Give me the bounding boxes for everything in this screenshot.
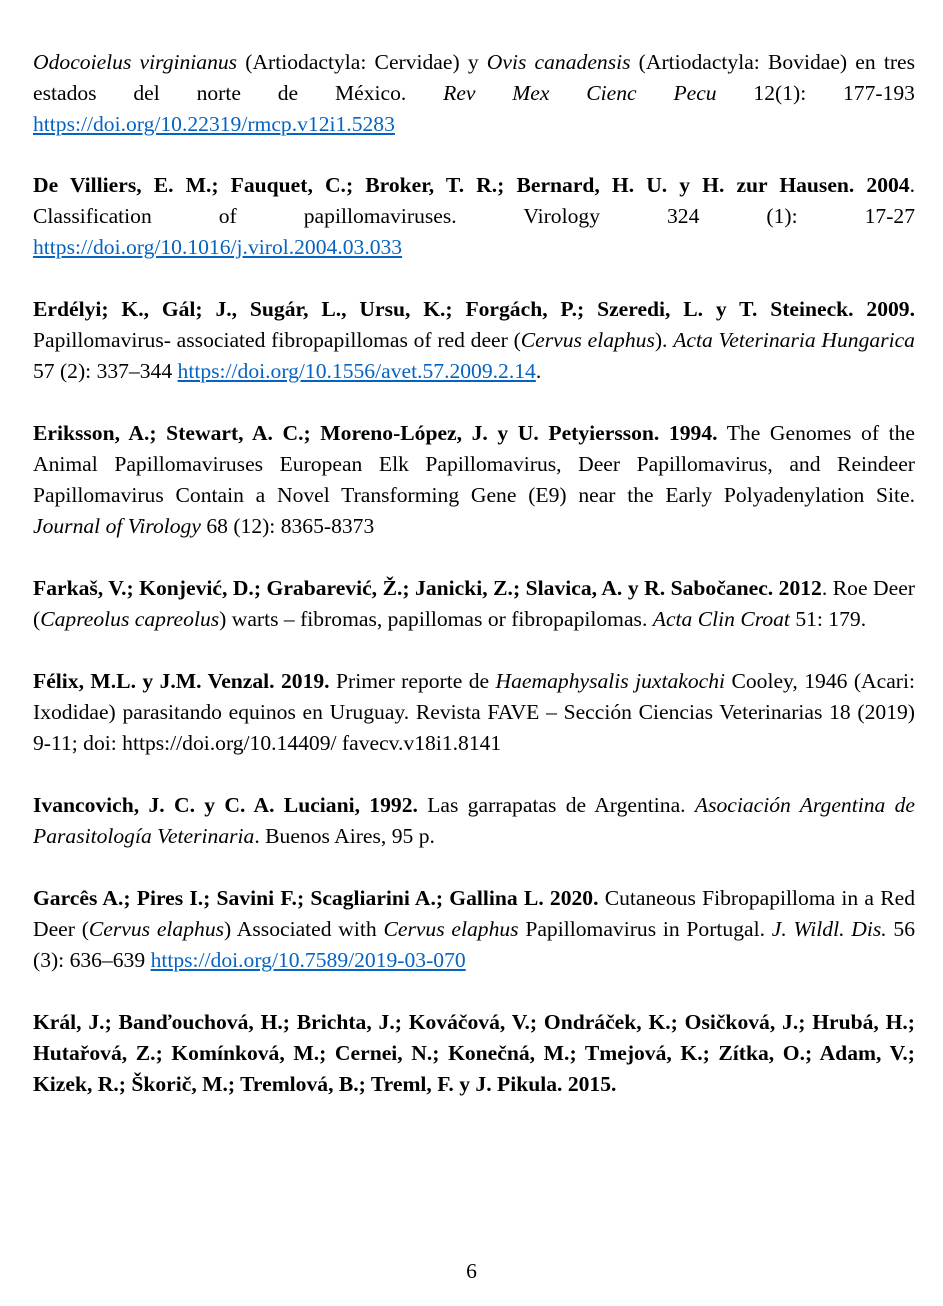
author-year: De Villiers, E. M.; Fauquet, C.; Broker, T. R.; Bernard, H. U. y H. zur Hausen. 2004 [33,173,910,197]
italic-text: Haemaphysalis juxtakochi [495,669,726,693]
italic-text: Odocoielus virginianus [33,50,238,74]
italic-text: Rev Mex Cienc Pecu [443,81,717,105]
author-year: Ivancovich, J. C. y C. A. Luciani, 1992. [33,793,418,817]
author-year: Král, J.; Banďouchová, H.; Brichta, J.; Kováčová, V.; Ondráček, K.; Osičková, J.; Hrubá, H.; Hutařová, Z.; Komínková, M.; Cernei, N.; Konečná, M.; Tmejová, K.; Zítka, O.; Adam, V.; Kizek, R.; Škorič, M.; Tremlová, B.; Treml, F. y J. Pikula. 2015. [33,1010,915,1096]
author-year: Erdélyi; K., Gál; J., Sugár, L., Ursu, K.; Forgách, P.; Szeredi, L. y T. Steineck. 2009. [33,297,915,321]
italic-text: Journal of Virology [33,514,201,538]
italic-text: Acta Clin Croat [652,607,790,631]
author-year: Eriksson, A.; Stewart, A. C.; Moreno-López, J. y U. Petyiersson. 1994. [33,421,718,445]
doi-link[interactable]: https://doi.org/10.7589/2019-03-070 [150,948,466,972]
reference-text: Cooley, 1946 (Acari: Ixodidae) parasitando equinos en Uruguay. Revista FAVE – Sección Ciencias Veterinarias 18 (2019) 9-11; doi: https://doi.org/10.14409/ favecv.v18i1.8141 [33,669,915,755]
author-year: Félix, M.L. y J.M. Venzal. 2019. [33,669,330,693]
author-year: Garcês A.; Pires I.; Savini F.; Scagliarini A.; Gallina L. 2020. [33,886,599,910]
reference-entry [33,790,915,852]
doi-link[interactable]: https://doi.org/10.1556/avet.57.2009.2.14 [177,359,536,383]
reference-text: . Roe Deer ( [33,576,915,631]
reference-entry [33,47,915,140]
reference-text: ) warts – fibromas, papillomas or fibropapilomas. [219,607,653,631]
reference-text: . Buenos Aires, 95 p. [254,824,435,848]
reference-entry [33,883,915,976]
reference-entry [33,573,915,635]
reference-text: Papillomavirus- associated fibropapillomas of red deer ( [33,328,521,352]
italic-text: Asociación Argentina de Parasitología Veterinaria [33,793,915,848]
author-year: Farkaš, V.; Konjević, D.; Grabarević, Ž.; Janicki, Z.; Slavica, A. y R. Sabočanec. 2012 [33,576,822,600]
reference-text: Las garrapatas de Argentina. [417,793,695,817]
reference-entry [33,1007,915,1100]
italic-text: J. Wildl. Dis. [771,917,887,941]
italic-text: Cervus elaphus [88,917,225,941]
reference-text: 51: 179. [789,607,867,631]
reference-text: ) Associated with [224,917,384,941]
italic-text: Ovis canadensis [486,50,631,74]
reference-text: ). [654,328,674,352]
reference-entry [33,418,915,542]
doi-link[interactable]: https://doi.org/10.1016/j.virol.2004.03.033 [33,235,403,259]
reference-text: Papillomavirus in Portugal. [518,917,772,941]
italic-text: Cervus elaphus [520,328,655,352]
reference-entry [33,666,915,759]
reference-text: The Genomes of the Animal Papillomaviruses European Elk Papillomavirus, Deer Papillomavirus, and Reindeer Papillomavirus Contain a Novel Transforming Gene (E9) near the Early Polyadenylation Site. [33,421,915,507]
italic-text: Capreolus capreolus [40,607,220,631]
reference-text: (Artiodactyla: Bovidae) en tres estados del norte de México. [33,50,915,105]
reference-text: 56 (3): 636–639 [33,917,916,972]
reference-list [33,47,915,1131]
reference-text: 12(1): 177-193 [716,81,915,105]
italic-text: Cervus elaphus [383,917,519,941]
reference-text: (Artiodactyla: Cervidae) y [237,50,487,74]
reference-entry [33,294,915,387]
reference-text: . Classification of papillomaviruses. Virology 324 (1): 17-27 [33,173,915,228]
reference-text: 57 (2): 337–344 [33,359,178,383]
reference-text: . [535,359,542,383]
reference-text: 68 (12): 8365-8373 [200,514,375,538]
doi-link[interactable]: https://doi.org/10.22319/rmcp.v12i1.5283 [33,112,395,136]
reference-text: Cutaneous Fibropapilloma in a Red Deer ( [33,886,916,941]
reference-entry [33,170,915,263]
reference-text: Primer reporte de [329,669,496,693]
italic-text: Acta Veterinaria Hungarica [673,328,915,352]
page-number: 6 [466,1259,477,1283]
